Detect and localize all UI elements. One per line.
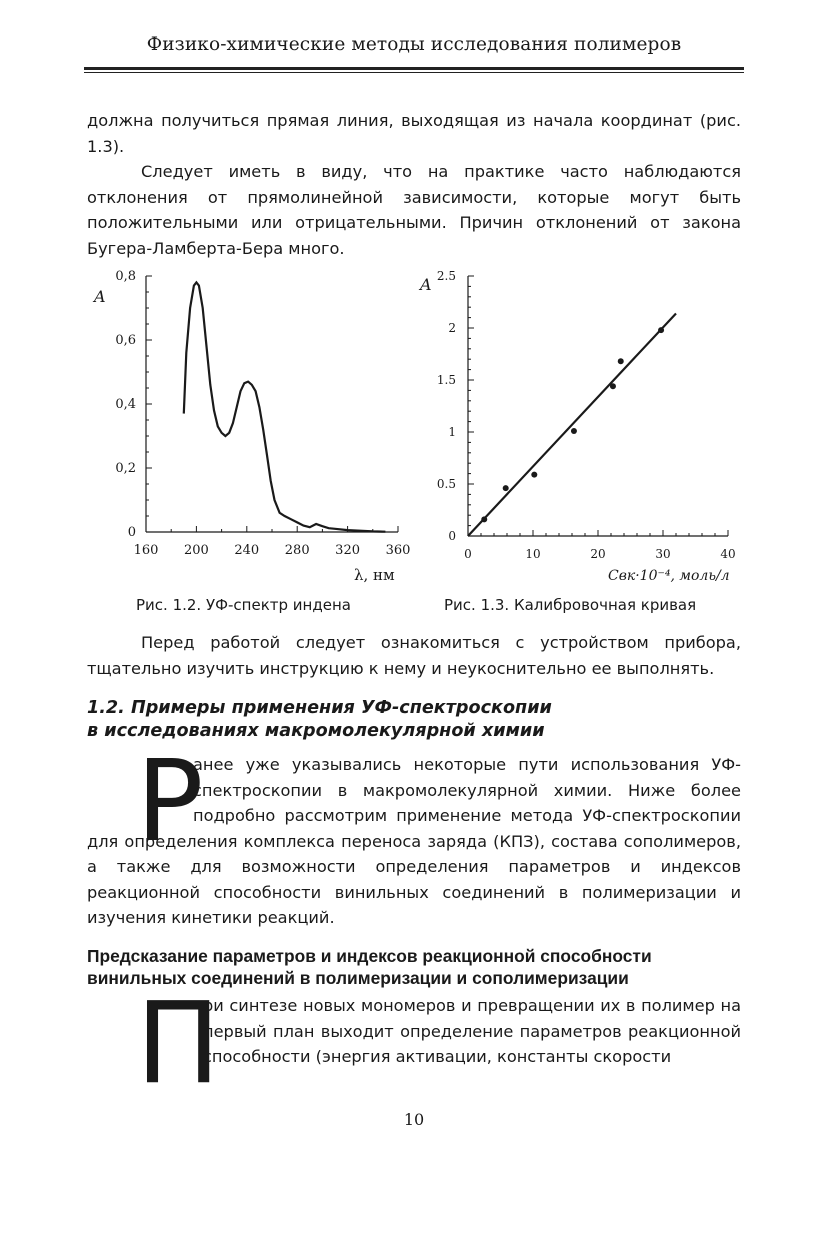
fig12-x-tick-label: 360 [385,543,411,558]
paragraph-1: должна получиться прямая линия, выходящая из начала координат (рис. 1.3). [87,111,741,156]
page-number: 10 [403,1110,425,1129]
paragraph-5-text: ри синтезе новых мономеров и превращении их в полимер на первый план выходит определение параметров реакционной способности (энергия активации, константы скорости [203,996,741,1066]
fig13-tick-labels [437,269,736,561]
fig13-y-tick-label: 0 [448,529,456,543]
fig12-y-tick-label: 0,4 [115,397,136,412]
fig12-x-tick-label: 160 [133,543,159,558]
figure-uv-spectrum [88,262,418,592]
paragraph-3: Перед работой следует ознакомиться с устройством прибора, тщательно изучить инструкцию к нему и неукоснительно ее выполнять. [87,633,741,678]
fig12-x-tick-label: 280 [284,543,310,558]
fig13-data-point [618,358,624,364]
fig13-x-tick-label: 40 [720,547,736,561]
fig12-x-tick-label: 240 [234,543,260,558]
fig13-y-tick-label: 0.5 [436,477,456,491]
caption-fig-1-2: Рис. 1.2. УФ-спектр индена [136,596,351,614]
fig13-data-point [481,516,487,522]
paragraph-2: Следует иметь в виду, что на практике часто наблюдаются отклонения от прямолинейной зависимости, которые могут быть положительными или отрицательными. Причин отклонений от закона Бугера-Ламберта-Бера много. [87,162,741,258]
subsection-heading-line-2: винильных соединений в полимеризации и сополимеризации [87,968,629,988]
fig13-x-axis-label: Cвк·10⁻⁴, моль/л [608,568,730,584]
fig13-y-tick-label: 1.5 [436,373,456,387]
header-rule-thick [84,67,744,70]
fig13-x-tick-label: 20 [590,547,606,561]
fig12-x-axis-label: λ, нм [354,566,395,584]
fig13-fit-line [468,313,676,536]
subsection-heading-line-1: Предсказание параметров и индексов реакционной способности [87,946,652,966]
fig12-y-tick-label: 0 [127,525,136,540]
header-rule-thin [84,72,744,73]
fig13-data-point [531,472,537,478]
fig12-spectrum-line [184,282,386,531]
dropcap-p: П [136,979,221,1109]
fig12-tick-labels [115,269,410,558]
section-heading-line-1: 1.2. Примеры применения УФ-спектроскопии [87,698,552,718]
fig13-x-tick-label: 30 [655,547,671,561]
fig13-y-tick-label: 1 [448,425,456,439]
fig13-data-point [658,327,664,333]
dropcap-r: Р [136,737,204,867]
paragraph-4 [87,737,741,931]
fig12-y-tick-label: 0,6 [115,333,136,348]
fig13-x-tick-label: 10 [525,547,541,561]
fig13-x-tick-label: 0 [464,547,472,561]
caption-fig-1-3: Рис. 1.3. Калибровочная кривая [444,596,697,614]
section-heading-line-2: в исследованиях макромолекулярной химии [87,721,545,741]
running-header: Физико-химические методы исследования полимеров [146,34,682,55]
paragraph-4-text: анее уже указывались некоторые пути использования УФ-спектроскопии в макромолекулярной химии. Ниже более подробно рассмотрим применение метода УФ-спектроскопии для определения комплекса переноса заряда (КПЗ), состава сополимеров, а также для возможности определения параметров и индексов реакционной способности винильных соединений в полимеризации и изучения кинетики реакций. [87,755,741,927]
fig13-data-point [610,383,616,389]
fig13-y-axis-label: A [420,275,432,294]
fig13-y-tick-label: 2.5 [436,269,456,283]
fig13-data-point [571,428,577,434]
figure-calibration-curve [412,262,752,592]
fig12-x-tick-label: 200 [183,543,209,558]
fig12-y-tick-label: 0,2 [115,461,136,476]
fig13-axes [468,276,728,536]
paragraph-5 [87,993,741,1070]
fig12-y-tick-label: 0,8 [115,269,136,284]
fig13-data-point [503,485,509,491]
fig12-y-axis-label: A [94,287,106,306]
fig13-y-tick-label: 2 [448,321,456,335]
fig12-x-tick-label: 320 [335,543,361,558]
